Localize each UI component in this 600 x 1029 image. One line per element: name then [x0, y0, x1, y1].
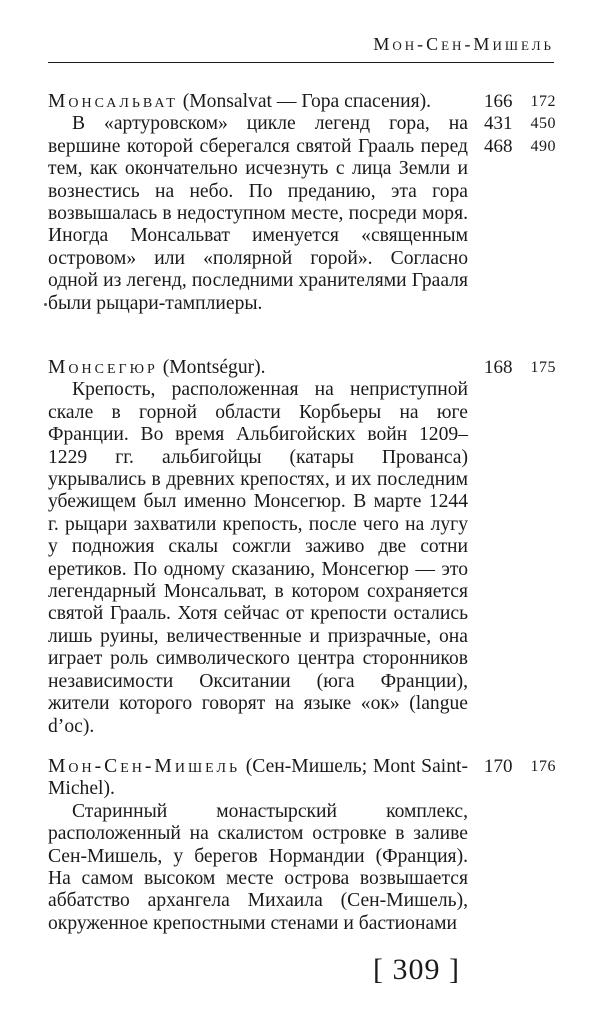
refs-mont-saint-michel	[484, 756, 556, 778]
gloss: (Monsalvat — Гора спасения).	[177, 91, 432, 112]
ref-page: 170	[484, 756, 513, 777]
ref-page: 166	[484, 91, 513, 112]
ref-page-alt: 175	[530, 359, 556, 376]
entry-head	[48, 91, 468, 113]
headword: Мон-Сен-Мишель	[48, 756, 240, 777]
entry-body	[48, 113, 468, 315]
entry-text: Крепость, расположенная на неприступной скале в горной области Корбьеры на юге Франции. Во время Альбигойских войн 1209–1229 гг. альбигойцы (катары Прованса) укрывались в древних крепостях, и их последним убежищем был именно Монсегюр. В марте 1244 г. рыцари захватили крепость, после чего на лугу у подножия скалы сожгли заживо две сотни еретиков. По одному сказанию, Монсегюр — это легендарный Монсальват, в котором сохраняется святой Грааль. Хотя сейчас от крепости остались лишь руины, величественные и призрачные, она играет роль символического центра сторонников независимости Окситании (юга Франции), жители которого говорят на языке «ок» (langue d’oc).	[48, 379, 468, 737]
running-head: Мон-Сен-Мишель	[373, 34, 554, 54]
entry-text: В «артуровском» цикле легенд гора, на вершине которой сберегался святой Грааль перед тем, как окончательно исчезнуть с лица Земли и вознестись на небо. По преданию, эта гора возвышалась в недоступном месте, посреди моря. Иногда Монсальват именуется «священным островом» или «полярной горой». Согласно одной из легенд, последними хранителями Грааля были рыцари-тамплиеры.	[48, 113, 468, 314]
ref-page: 468	[484, 135, 513, 157]
gloss: (Сен-Мишель; Mont Saint-Michel).	[48, 756, 468, 800]
header-rule	[48, 62, 554, 63]
ref-page-alt: 172	[530, 93, 556, 110]
ref-page: 431	[484, 113, 513, 135]
ref-row	[484, 113, 556, 135]
ref-page-alt: 176	[530, 758, 556, 775]
ref-page-alt: 450	[530, 115, 556, 133]
ref-page: 168	[484, 357, 513, 378]
ref-row	[484, 136, 556, 158]
ref-row	[484, 357, 556, 379]
entry-body	[48, 801, 468, 935]
entry-text: Старинный монастырский комплекс, расположенный на скалистом островке в заливе Сен-Мишель, у берегов Нормандии (Франция). На самом высоком месте острова возвышается аббатство архангела Михаила (Сен-Мишель), окруженное крепостными стенами и бастионами	[48, 800, 468, 934]
ref-row	[484, 91, 556, 113]
entry-montsegur	[48, 357, 468, 738]
entry-monsalvat	[48, 91, 468, 315]
entry-head	[48, 756, 468, 801]
entry-body	[48, 379, 468, 738]
refs-montsegur	[484, 357, 556, 379]
entry-head	[48, 357, 468, 379]
gloss: (Montségur).	[157, 357, 266, 378]
refs-monsalvat	[484, 91, 556, 158]
entry-mont-saint-michel	[48, 756, 468, 935]
page-number: [ 309 ]	[373, 953, 460, 986]
headword: Монсальват	[48, 91, 178, 112]
ref-page-alt: 490	[530, 137, 556, 155]
speck	[44, 303, 47, 306]
headword: Монсегюр	[48, 357, 158, 378]
ref-row	[484, 756, 556, 778]
